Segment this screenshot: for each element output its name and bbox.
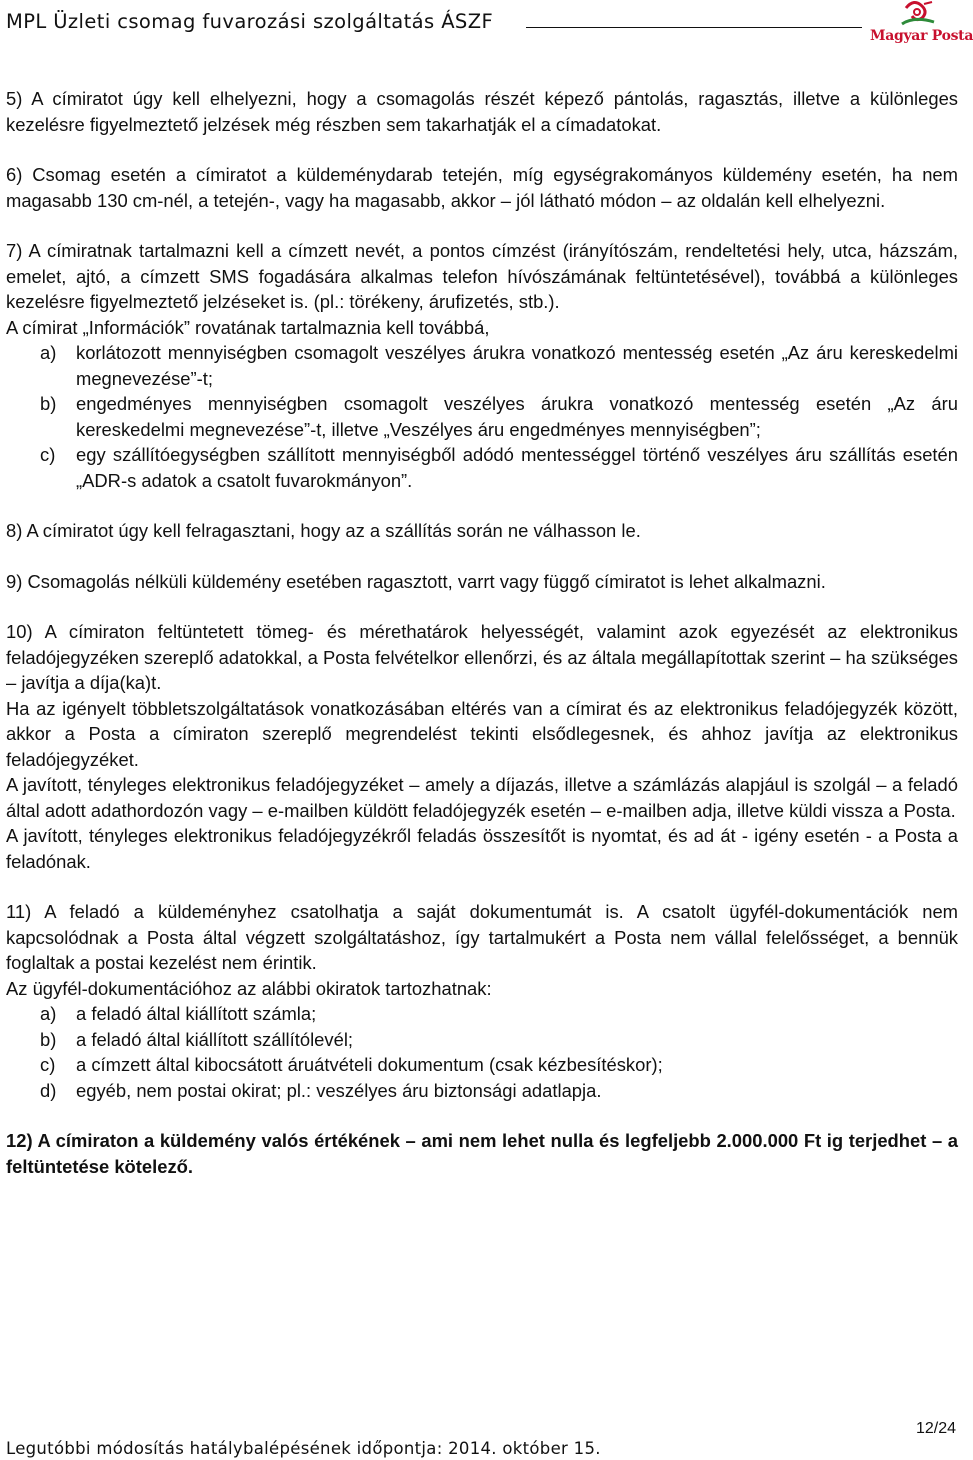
paragraph-11-intro: Az ügyfél-dokumentációhoz az alábbi okiratok tartozhatnak: [6,977,492,999]
paragraph-10-b: Ha az igényelt többletszolgáltatások vonatkozásában eltérés van a címirat és az elektronikus feladójegyzék között, akkor a Posta a címiraton szereplő megrendelést tekinti elsődlegesnek, és ahhoz javítja az elektronikus feladójegyzéket. [6,697,958,770]
list-marker: d) [40,1079,57,1101]
list-item [6,340,958,391]
list-text: engedményes mennyiségben csomagolt veszélyes árukra vonatkozó mentesség esetén „Az áru kereskedelmi megnevezése”-t, illetve „Veszélyes áru engedményes mennyiségben”; [76,393,958,440]
paragraph-12: 12) A címiraton a küldemény valós értékének – ami nem lehet nulla és legfeljebb 2.000.000 Ft ig terjedhet – a feltüntetése kötelező. [6,1130,958,1177]
list-marker: b) [40,393,57,414]
list-text: a feladó által kiállított szállítólevél; [76,1028,354,1050]
page-header [4,0,973,62]
footer-note: Legutóbbi módosítás hatálybalépésének időpontja: 2014. október 15. [6,1439,601,1458]
paragraph-10-c: A javított, tényleges elektronikus feladójegyzéket – amely a díjazás, illetve a számlázás alapjául is szolgál – a feladó által adott adathordozón vagy – e-mailben küldött feladójegyzék esetén – e-mailben adja, illetve küldi vissza a Posta. [6,774,958,821]
list-marker: b) [40,1028,57,1050]
paragraph-10-d: A javított, tényleges elektronikus feladójegyzékről feladás összesítőt is nyomtat, és ad át - igény esetén - a Posta a feladónak. [6,825,958,872]
list-item [6,1052,958,1078]
list-item [6,1001,958,1027]
paragraph-11: 11) A feladó a küldeményhez csatolhatja a saját dokumentumát is. A csatolt ügyfél-dokumentációk nem kapcsolódnak a Posta által végzett szolgáltatáshoz, így tartalmukért a Posta nem vállal felelősséget, a bennük foglaltak a postai kezelést nem érintik. [6,901,958,973]
list-text: korlátozott mennyiségben csomagolt veszélyes árukra vonatkozó mentesség esetén „Az áru kereskedelmi megnevezése”-t; [76,342,958,389]
list-text: egyéb, nem postai okirat; pl.: veszélyes áru biztonsági adatlapja. [76,1079,602,1101]
posthorn-icon [900,0,936,30]
list-item [6,442,958,493]
paragraph-6: 6) Csomag esetén a címiratot a küldeménydarab tetején, míg egységrakományos küldemény esetén, ha nem magasabb 130 cm-nél, a tetején-, vagy ha magasabb, akkor – jól látható módon – az oldalán kell elhelyezni. [6,164,958,211]
logo-text: Magyar Posta [870,28,973,44]
list-text: egy szállítóegységben szállított mennyiségből adódó mentességgel történő veszélyes áru szállítás esetén „ADR-s adatok a csatolt fuvarokmányon”. [76,444,958,491]
list-item [6,1078,958,1104]
paragraph-9: 9) Csomagolás nélküli küldemény esetében ragasztott, varrt vagy függő címiratot is lehet alkalmazni. [6,570,826,592]
list-item [6,391,958,442]
header-rule [526,27,862,28]
list-marker: a) [40,1003,57,1024]
paragraph-8: 8) A címiratot úgy kell felragasztani, hogy az a szállítás során ne válhasson le. [6,520,641,541]
paragraph-7-intro: A címirat „Információk” rovatának tartalmaznia kell továbbá, [6,316,490,338]
list-item [6,1027,958,1053]
page-number: 12/24 [915,1420,956,1437]
list-text: a feladó által kiállított számla; [76,1003,317,1024]
list-marker: c) [40,444,56,465]
list-text: a címzett által kibocsátott áruátvételi dokumentum (csak kézbesítéskor); [76,1054,663,1075]
paragraph-5: 5) A címiratot úgy kell elhelyezni, hogy a csomagolás részét képező pántolás, ragasztás, illetve a különleges kezelésre figyelmeztető jelzések még részben sem takarhatják el a címadatokat. [6,88,958,135]
magyar-posta-logo [870,0,973,56]
document-body [6,86,958,1179]
list-marker: c) [40,1054,56,1075]
paragraph-10: 10) A címiraton feltüntetett tömeg- és mérethatárok helyességét, valamint azok egyezését az elektronikus feladójegyzéken szereplő adatokkal, a Posta felvételkor ellenőrzi, és az általa megállapítottak szerint – ha szükséges – javítja a díja(ka)t. [6,621,958,693]
paragraph-7: 7) A címiratnak tartalmazni kell a címzett nevét, a pontos címzést (irányítószám, rendeltetési hely, utca, házszám, emelet, ajtó, a címzett SMS fogadására alkalmas telefon hívószámának feltüntetésével), továbbá a különleges kezelésre figyelmeztető jelzéseket is. (pl.: törékeny, árufizetés, stb.). [6,240,958,312]
document-title: MPL Üzleti csomag fuvarozási szolgáltatás ÁSZF [6,10,494,33]
list-marker: a) [40,342,57,363]
